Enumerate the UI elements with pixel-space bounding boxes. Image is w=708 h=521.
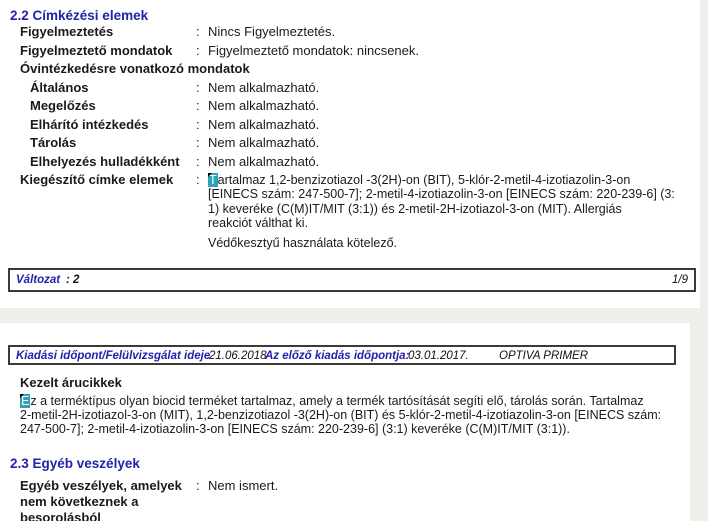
- row-warning: [0, 23, 700, 42]
- row-colon: :: [196, 24, 200, 39]
- row-value: Nem alkalmazható.: [208, 116, 320, 132]
- row-label: Megelőzés: [30, 98, 96, 113]
- document-page-2: [0, 323, 690, 521]
- paragraph-text: artalmaz 1,2-benzizotiazol -3(2H)-on (BIT), 5-klór-2-metil-4-izotiazolin-3-on: [217, 173, 631, 187]
- supplemental-paragraph: [208, 173, 678, 231]
- row-label: Elhárító intézkedés: [30, 116, 149, 132]
- version-footer-box: [8, 268, 696, 292]
- paragraph-text: z a terméktípus olyan biocid terméket tartalmaz, amely a termék tartósítását segíti elő, tárolás során. Tartalmaz: [30, 394, 644, 408]
- row-colon: :: [196, 79, 200, 95]
- section-2-3-title: 2.3 Egyéb veszélyek: [10, 456, 140, 471]
- paragraph-line: 247-500-7]; 2-metil-4-izotiazolin-3-on [EINECS szám: 220-239-6] (3:1) keveréke (C(M)IT/MIT (3:1)).: [20, 422, 570, 436]
- other-hazards-label-line-2: nem következnek a: [20, 494, 139, 509]
- row-label: Óvintézkedésre vonatkozó mondatok: [20, 61, 250, 76]
- previous-issue-date: 03.01.2017.: [408, 350, 469, 362]
- protective-gloves-note: Védőkesztyű használata kötelező.: [208, 236, 398, 250]
- version-value: : 2: [66, 274, 80, 286]
- row-label: Figyelmeztetés: [20, 24, 114, 39]
- version-label: Változat: [16, 274, 61, 286]
- row-value: Nem alkalmazható.: [208, 153, 320, 169]
- row-prevention: [0, 97, 700, 116]
- row-storage: [0, 134, 700, 153]
- row-label: Elhelyezés hulladékként: [30, 153, 180, 169]
- row-colon: :: [196, 42, 200, 58]
- search-highlight-annotation[interactable]: E: [21, 394, 30, 408]
- row-disposal: [0, 153, 700, 172]
- row-general: [0, 79, 700, 98]
- row-response: [0, 116, 700, 135]
- paragraph-line: reakciót válthat ki.: [208, 216, 309, 231]
- page-indicator: 1/9: [672, 274, 688, 286]
- other-hazards-value: Nem ismert.: [208, 478, 279, 493]
- other-hazards-label-line-3: besorolásból: [20, 510, 101, 521]
- other-hazards-label-line-1: Egyéb veszélyek, amelyek: [20, 478, 182, 493]
- row-colon: :: [196, 153, 200, 169]
- treated-articles-paragraph: [20, 394, 685, 436]
- row-value: Nem alkalmazható.: [208, 79, 320, 95]
- issue-date: 21.06.2018: [209, 350, 267, 362]
- issue-date-label: Kiadási időpont/Felülvizsgálat ideje: [16, 350, 211, 362]
- row-colon: :: [196, 116, 200, 132]
- section-2-2-title: 2.2 Címkézési elemek: [10, 8, 149, 23]
- search-highlight-annotation[interactable]: T: [209, 173, 217, 187]
- paragraph-line: 2-metil-2H-izotiazol-3-on (MIT), 1,2-benzizotiazol -3(2H)-on (BIT) és 5-klór-2-metil-4-izotiazolin-3-on [EINECS szám:: [20, 408, 662, 422]
- label-value-rows: [0, 23, 700, 171]
- row-label: Figyelmeztető mondatok: [20, 42, 173, 58]
- other-hazards-colon: :: [196, 478, 200, 493]
- paragraph-line: [EINECS szám: 247-500-7]; 2-metil-4-izotiazolin-3-on [EINECS szám: 220-239-6] (3:: [208, 187, 675, 202]
- row-precautionary-heading: [0, 60, 700, 79]
- row-hazard-statements: [0, 42, 700, 61]
- paragraph-line: [20, 394, 685, 408]
- row-label: Általános: [30, 79, 89, 95]
- previous-issue-label: Az előző kiadás időpontja:: [265, 350, 410, 362]
- product-name: OPTIVA PRIMER: [499, 350, 589, 362]
- revision-header-box: [8, 345, 676, 365]
- row-colon: :: [196, 135, 200, 150]
- row-value: Nem alkalmazható.: [208, 98, 320, 113]
- row-label: Tárolás: [30, 135, 77, 150]
- row-value: Nem alkalmazható.: [208, 135, 320, 150]
- treated-articles-title: Kezelt árucikkek: [20, 375, 122, 390]
- supplemental-label: Kiegészítő címke elemek: [20, 172, 174, 187]
- row-value: Nincs Figyelmeztetés.: [208, 24, 336, 39]
- row-value: Figyelmeztető mondatok: nincsenek.: [208, 42, 419, 58]
- paragraph-line: [208, 173, 678, 187]
- paragraph-line: 1) keveréke (C(M)IT/MIT (3:1)) és 2-metil-2H-izotiazol-3-on (MIT). Allergiás: [208, 201, 622, 216]
- supplemental-colon: :: [196, 172, 200, 187]
- row-colon: :: [196, 98, 200, 113]
